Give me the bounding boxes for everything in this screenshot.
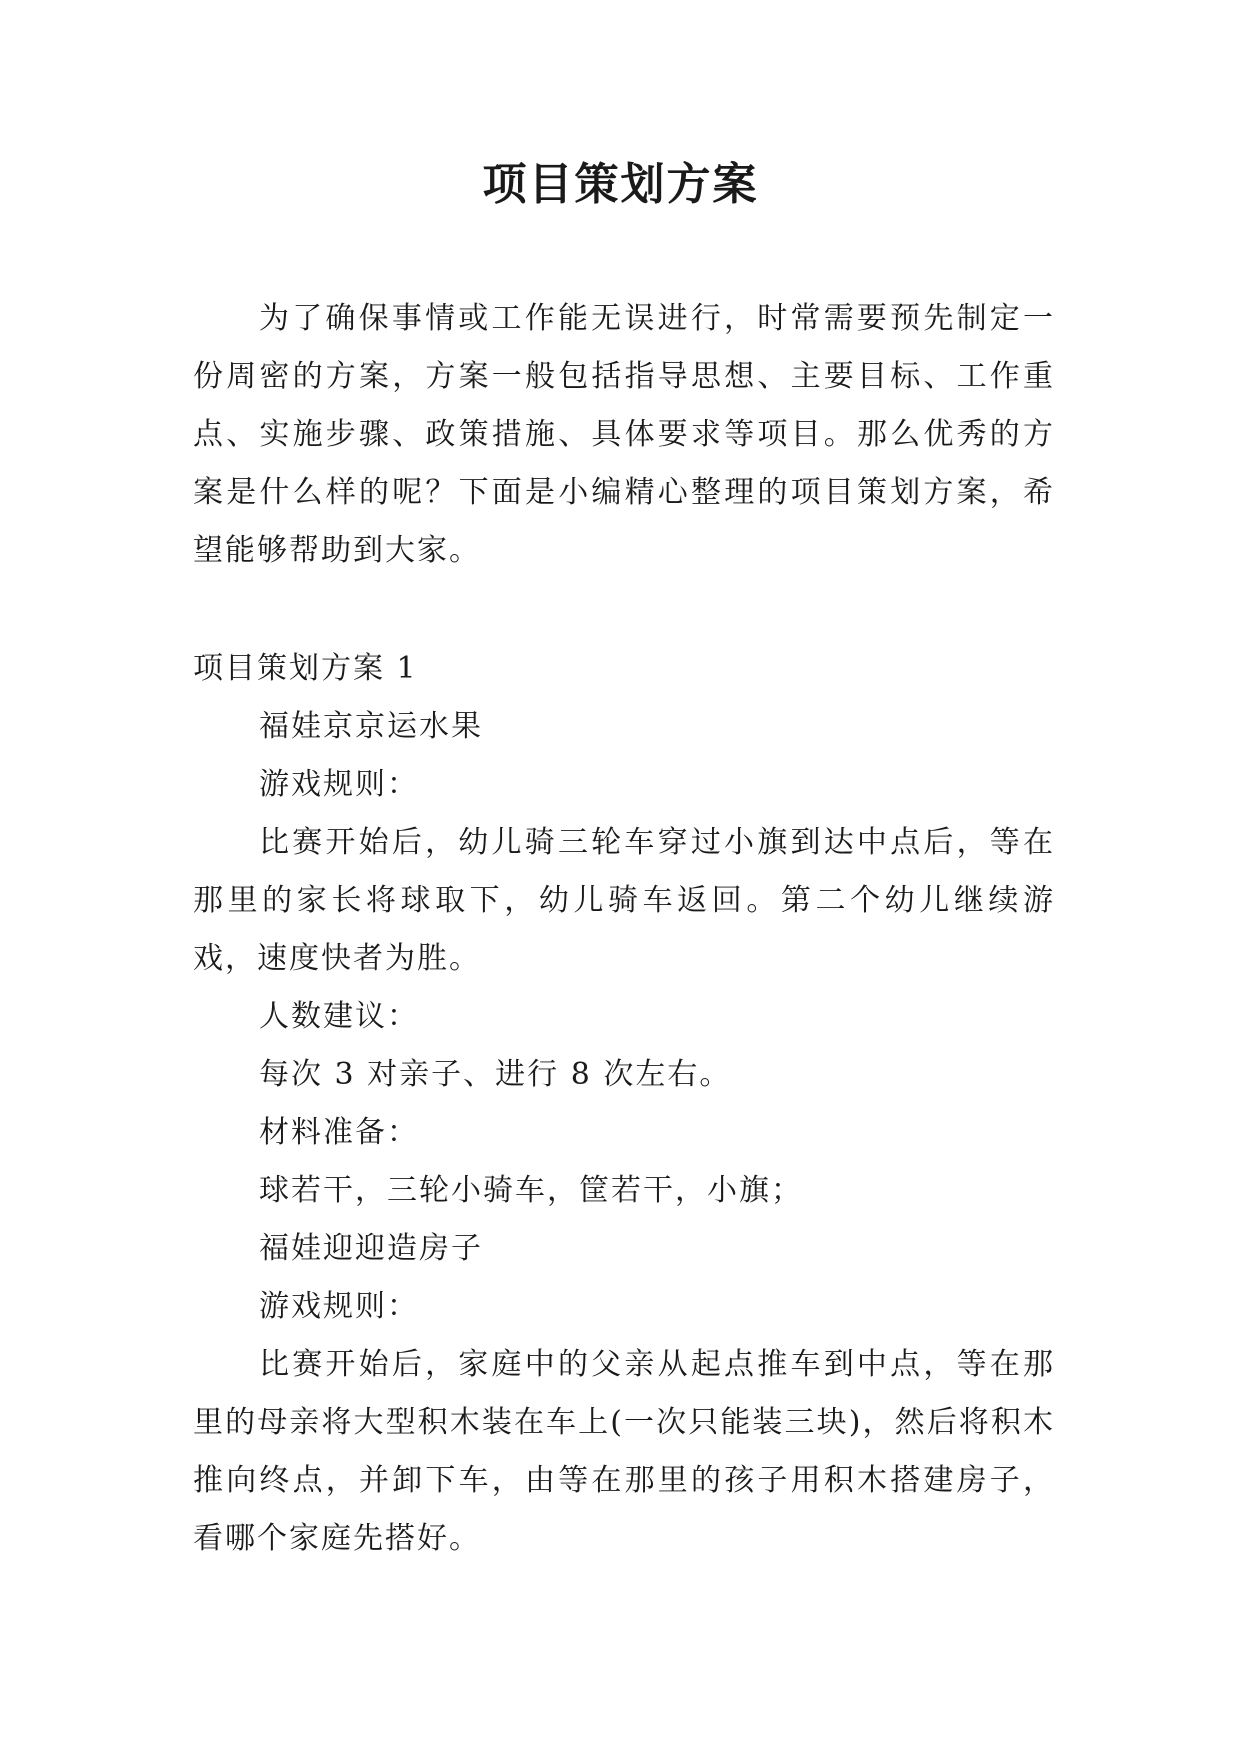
game1-materials: 球若干，三轮小骑车，筐若干，小旗； (259, 1173, 803, 1208)
game1-materials-label: 材料准备： (259, 1115, 419, 1150)
game2-rules-label: 游戏规则： (259, 1289, 419, 1324)
document-body (193, 290, 1055, 1568)
game2-rules: 比赛开始后，家庭中的父亲从起点推车到中点，等在那里的母亲将大型积木装在车上(一次只能装三块)，然后将积木推向终点，并卸下车，由等在那里的孩子用积木搭建房子，看哪个家庭先搭好。 (193, 1347, 1055, 1556)
game1-rules: 比赛开始后，幼儿骑三轮车穿过小旗到达中点后，等在那里的家长将球取下，幼儿骑车返回。第二个幼儿继续游戏，速度快者为胜。 (193, 825, 1055, 976)
intro-paragraph: 为了确保事情或工作能无误进行，时常需要预先制定一份周密的方案，方案一般包括指导思想、主要目标、工作重点、实施步骤、政策措施、具体要求等项目。那么优秀的方案是什么样的呢？下面是小编精心整理的项目策划方案，希望能够帮助到大家。 (193, 301, 1055, 568)
section-heading: 项目策划方案 1 (193, 651, 418, 686)
document-title: 项目策划方案 (482, 159, 759, 210)
game2-name: 福娃迎迎造房子 (259, 1231, 483, 1266)
game1-name: 福娃京京运水果 (259, 709, 483, 744)
game1-players-label: 人数建议： (259, 999, 419, 1034)
game1-rules-label: 游戏规则： (259, 767, 419, 802)
section-spacer (193, 580, 1055, 640)
game1-players: 每次 3 对亲子、进行 8 次左右。 (259, 1057, 732, 1092)
